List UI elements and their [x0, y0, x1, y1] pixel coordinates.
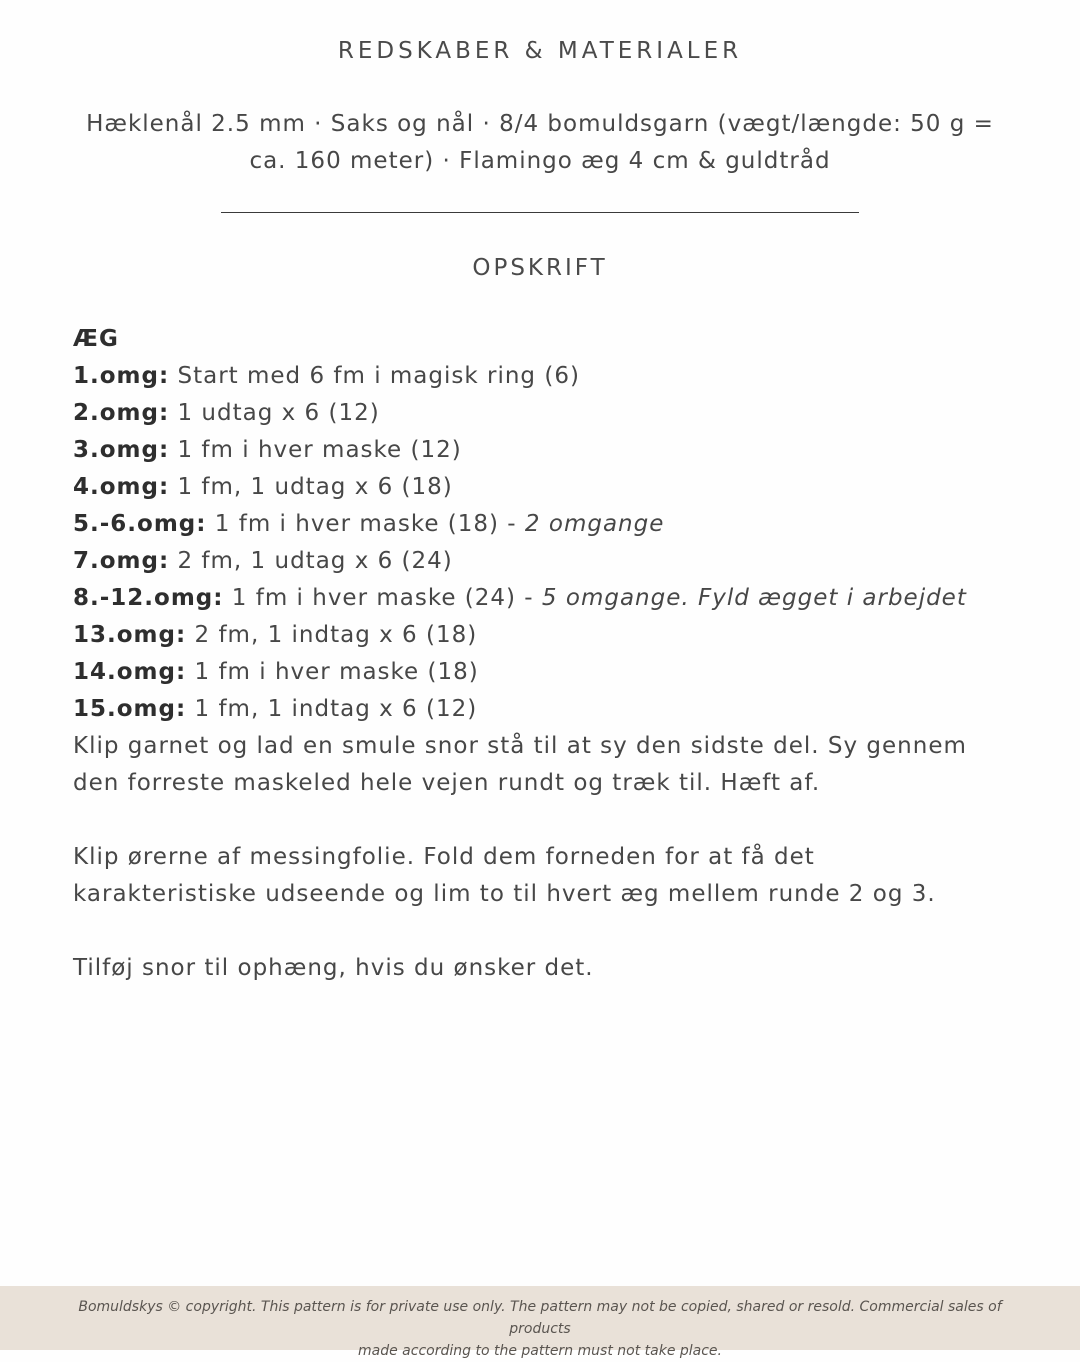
- round-text: 1 fm i hver maske (12): [169, 437, 462, 463]
- copyright-text: [50, 1296, 1030, 1362]
- copyright-line-1: Bomuldskys © copyright. This pattern is for private use only. The pattern may not be copied, shared or resold. Commercial sales of products: [78, 1299, 1002, 1337]
- round-row: [73, 358, 1013, 395]
- round-text: 1 udtag x 6 (12): [169, 400, 380, 426]
- round-text: 1 fm i hver maske (18) -: [206, 511, 525, 537]
- round-text: 1 fm i hver maske (24) -: [223, 585, 542, 611]
- round-text: 1 fm, 1 indtag x 6 (12): [186, 696, 478, 722]
- recipe-body: [73, 321, 1013, 987]
- round-row: [73, 469, 1013, 506]
- round-label: 14.omg:: [73, 659, 187, 685]
- round-label: 1.omg:: [73, 363, 170, 389]
- round-text: Start med 6 fm i magisk ring (6): [169, 363, 580, 389]
- round-note: 5 omgange. Fyld ægget i arbejdet: [541, 585, 967, 611]
- closing-line-2: den forreste maskeled hele vejen rundt og træk til. Hæft af.: [73, 770, 821, 796]
- round-note: 2 omgange: [524, 511, 665, 537]
- round-row: [73, 691, 1013, 728]
- copyright-footer: [0, 1286, 1080, 1359]
- section-divider: [221, 212, 859, 213]
- round-row: [73, 432, 1013, 469]
- round-label: 3.omg:: [73, 437, 170, 463]
- closing-instructions: [73, 728, 1013, 802]
- ears-instructions: [73, 839, 1013, 913]
- materials-list: [60, 106, 1020, 180]
- round-label: 15.omg:: [73, 696, 187, 722]
- round-label: 2.omg:: [73, 400, 170, 426]
- round-row: [73, 617, 1013, 654]
- hanger-instructions: Tilføj snor til ophæng, hvis du ønsker det.: [73, 955, 594, 981]
- ears-line-1: Klip ørerne af messingfolie. Fold dem forneden for at få det: [73, 844, 815, 870]
- round-row: [73, 543, 1013, 580]
- recipe-heading: OPSKRIFT: [472, 255, 608, 281]
- materials-line-2: ca. 160 meter) · Flamingo æg 4 cm & guldtråd: [249, 148, 831, 174]
- materials-heading: REDSKABER & MATERIALER: [337, 38, 743, 64]
- round-row: [73, 506, 1013, 543]
- round-text: 2 fm, 1 indtag x 6 (18): [186, 622, 478, 648]
- round-label: 7.omg:: [73, 548, 170, 574]
- round-label: 13.omg:: [73, 622, 187, 648]
- round-label: 5.-6.omg:: [73, 511, 207, 537]
- copyright-line-2: made according to the pattern must not take place.: [358, 1343, 722, 1359]
- round-row: [73, 580, 1013, 617]
- ears-line-2: karakteristiske udseende og lim to til hvert æg mellem runde 2 og 3.: [73, 881, 936, 907]
- section-title-egg: ÆG: [73, 326, 119, 352]
- round-text: 1 fm, 1 udtag x 6 (18): [169, 474, 453, 500]
- paragraph-spacer: [73, 802, 1013, 839]
- round-text: 2 fm, 1 udtag x 6 (24): [169, 548, 453, 574]
- round-row: [73, 395, 1013, 432]
- round-label: 8.-12.omg:: [73, 585, 224, 611]
- round-text: 1 fm i hver maske (18): [186, 659, 479, 685]
- closing-line-1: Klip garnet og lad en smule snor stå til at sy den sidste del. Sy gennem: [73, 733, 967, 759]
- paragraph-spacer: [73, 913, 1013, 950]
- materials-line-1: Hæklenål 2.5 mm · Saks og nål · 8/4 bomuldsgarn (vægt/længde: 50 g =: [86, 111, 994, 137]
- round-label: 4.omg:: [73, 474, 170, 500]
- round-row: [73, 654, 1013, 691]
